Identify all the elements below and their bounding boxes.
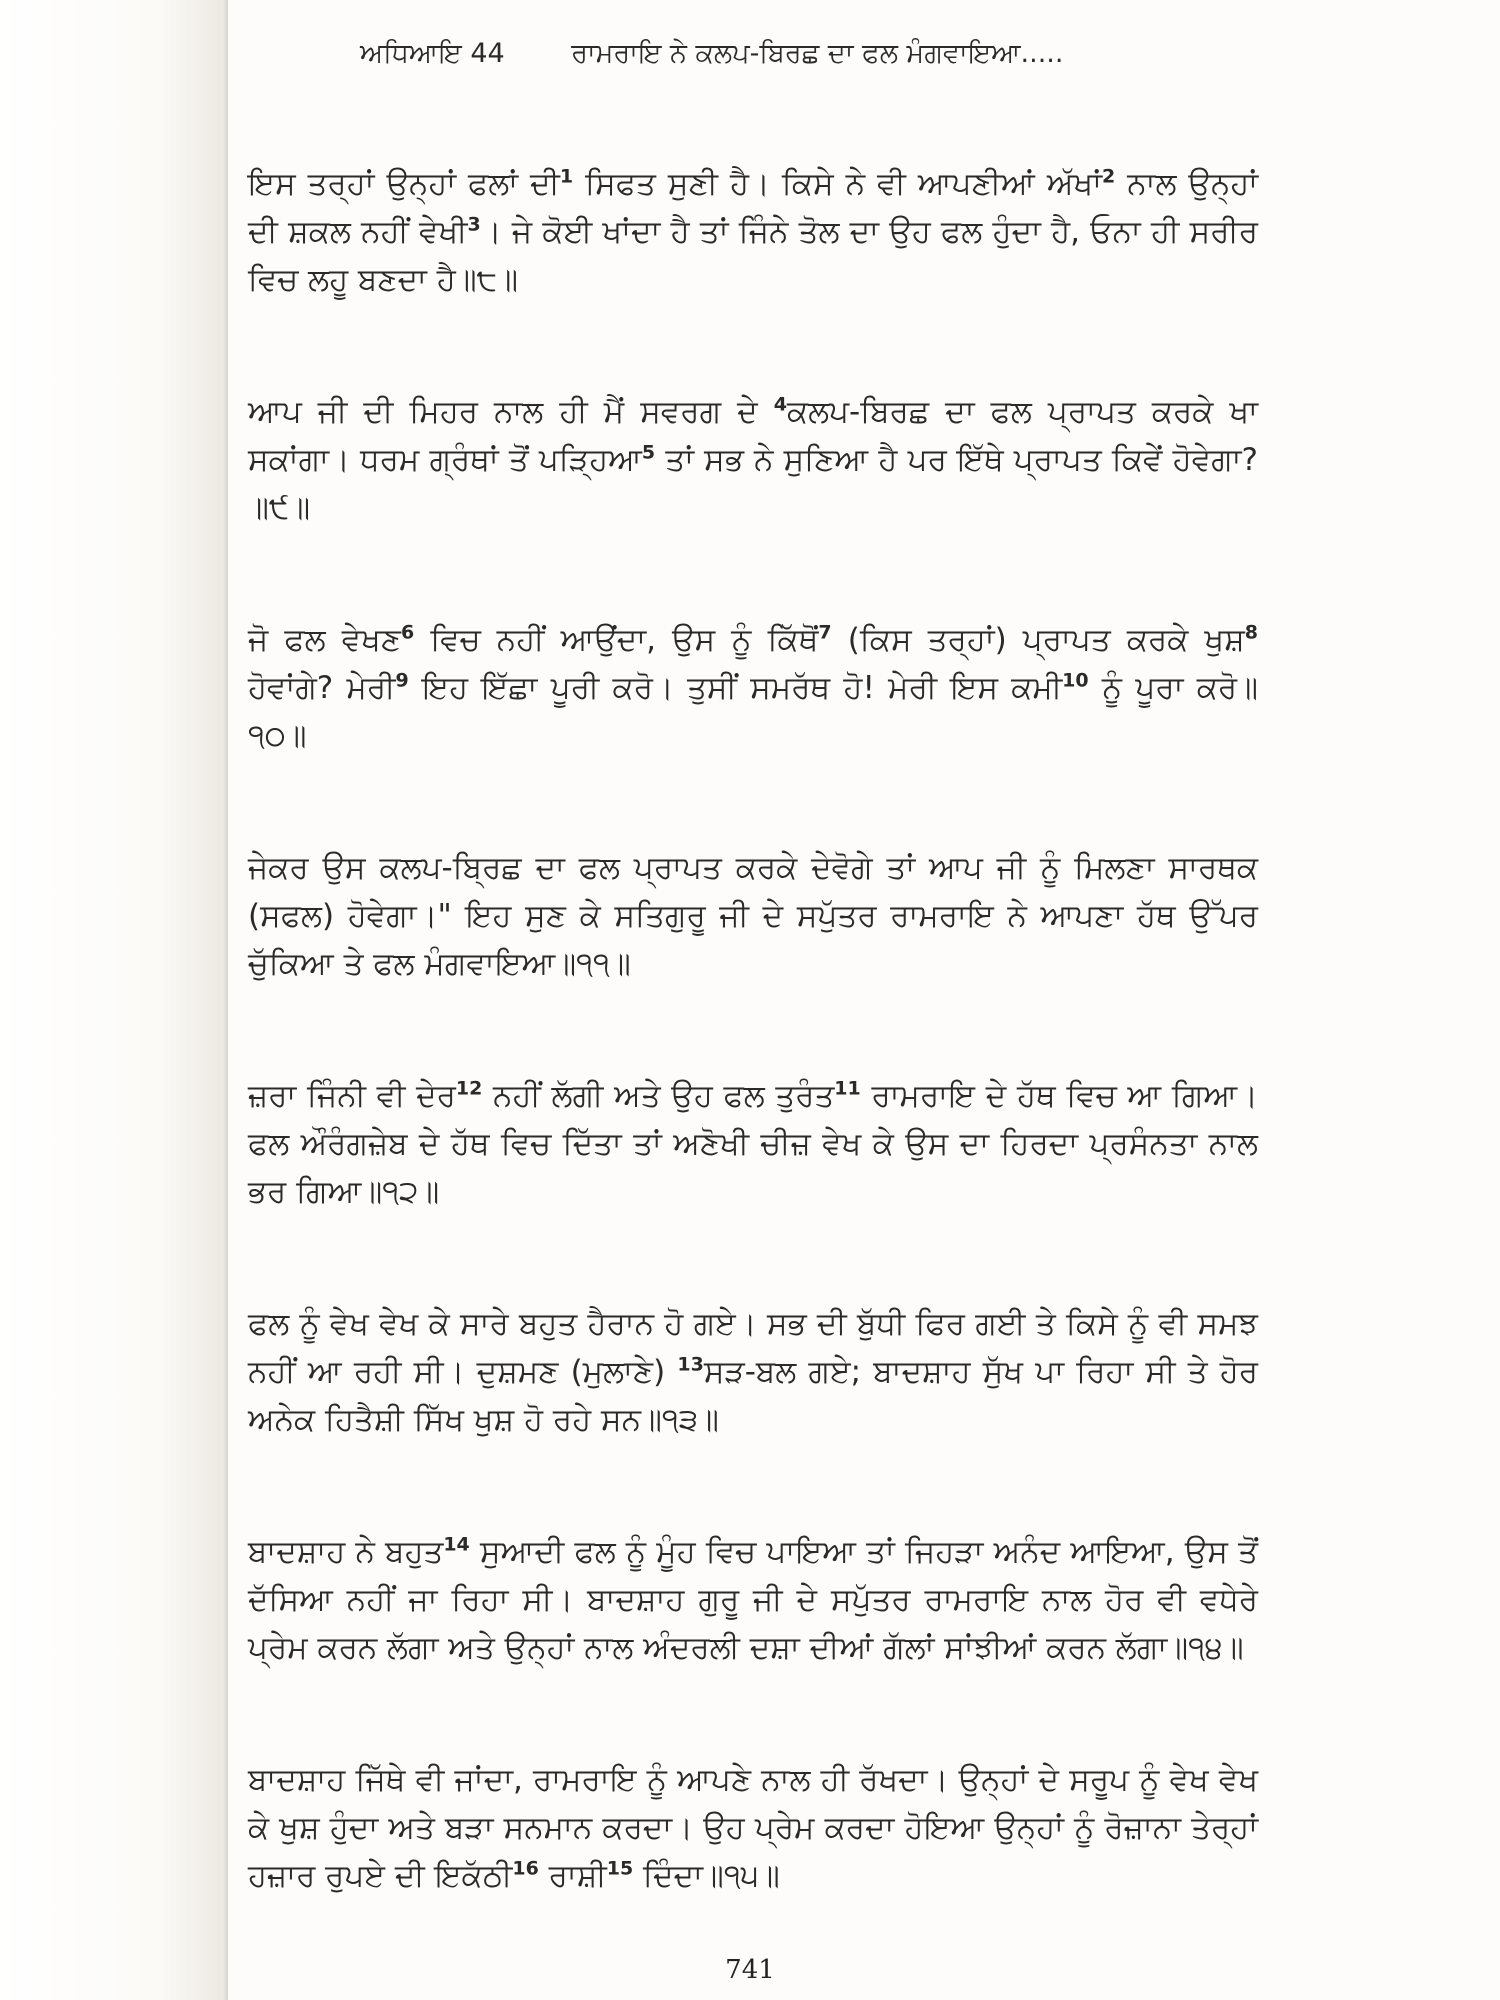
footnote-marker: 13 <box>677 1353 704 1376</box>
paragraph-text: ਸਿਫਤ ਸੁਣੀ ਹੈ। ਕਿਸੇ ਨੇ ਵੀ ਆਪਣੀਆਂ ਅੱਖਾਂ <box>573 166 1102 202</box>
page-body <box>248 160 1258 1900</box>
footnote-marker: 5 <box>641 441 656 464</box>
paragraph-text: ਕਲਪ-ਬਿਰਛ ਦਾ ਫਲ ਪ੍ਰਾਪਤ ਕਰਕੇ ਖਾ ਸਕਾਂਗਾ। ਧਰਮ ਗ੍ਰੰਥਾਂ ਤੋਂ ਪੜ੍ਹਿਆ <box>248 394 1258 478</box>
footnote-marker: 6 <box>400 621 415 644</box>
paragraph-text: (ਕਿਸ ਤਰ੍ਹਾਂ) ਪ੍ਰਾਪਤ ਕਰਕੇ ਖੁਸ਼ <box>831 622 1245 658</box>
paragraph-text: । ਜੇ ਕੋਈ ਖਾਂਦਾ ਹੈ ਤਾਂ ਜਿੰਨੇ ਤੋਲ ਦਾ ਉਹ ਫਲ ਹੁੰਦਾ ਹੈ, ਓਨਾ ਹੀ ਸਰੀਰ ਵਿਚ ਲਹੂ ਬਣਦਾ ਹੈ॥੮॥ <box>248 214 1258 298</box>
chapter-title: ਰਾਮਰਾਇ ਨੇ ਕਲਪ-ਬਿਰਛ ਦਾ ਫਲ ਮੰਗਵਾਇਆ..... <box>571 38 1064 69</box>
verse-paragraph <box>248 160 1258 304</box>
footnote-marker: 9 <box>395 669 409 692</box>
paragraph-text: ਇਹ ਇੱਛਾ ਪੂਰੀ ਕਰੋ। ਤੁਸੀਂ ਸਮਰੱਥ ਹੋ! ਮੇਰੀ ਇਸ ਕਮੀ <box>408 670 1063 706</box>
paragraph-text: ਰਾਮਰਾਇ ਦੇ ਹੱਥ ਵਿਚ ਆ ਗਿਆ। ਫਲ ਔਰੰਗਜ਼ੇਬ ਦੇ ਹੱਥ ਵਿਚ ਦਿੱਤਾ ਤਾਂ ਅਣੋਖੀ ਚੀਜ਼ ਵੇਖ ਕੇ ਉਸ ਦਾ ਹਿਰਦਾ ਪ੍ਰਸੰਨਤਾ ਨਾਲ ਭਰ ਗਿਆ॥੧੨॥ <box>248 1078 1258 1210</box>
paragraph-text: ਫਲ ਨੂੰ ਵੇਖ ਵੇਖ ਕੇ ਸਾਰੇ ਬਹੁਤ ਹੈਰਾਨ ਹੋ ਗਏ। ਸਭ ਦੀ ਬੁੱਧੀ ਫਿਰ ਗਈ ਤੇ ਕਿਸੇ ਨੂੰ ਵੀ ਸਮਝ ਨਹੀਂ ਆ ਰਹੀ ਸੀ। ਦੁਸ਼ਮਣ (ਮੁਲਾਣੇ) <box>248 1306 1258 1390</box>
paragraph-text: ਜੇਕਰ ਉਸ ਕਲਪ-ਬ੍ਰਿਛ ਦਾ ਫਲ ਪ੍ਰਾਪਤ ਕਰਕੇ ਦੇਵੋਗੇ ਤਾਂ ਆਪ ਜੀ ਨੂੰ ਮਿਲਣਾ ਸਾਰਥਕ (ਸਫਲ) ਹੋਵੇਗਾ।" ਇਹ ਸੁਣ ਕੇ ਸਤਿਗੁਰੂ ਜੀ ਦੇ ਸਪੁੱਤਰ ਰਾਮਰਾਇ ਨੇ ਆਪਣਾ ਹੱਥ ਉੱਪਰ ਚੁੱਕਿਆ ਤੇ ਫਲ ਮੰਗਵਾਇਆ॥੧੧॥ <box>248 850 1258 982</box>
chapter-label: ਅਧਿਆਇ 44 <box>360 38 505 69</box>
footnote-marker: 11 <box>834 1077 861 1100</box>
paragraph-text: ਨਾਲ ਉਨ੍ਹਾਂ ਦੀ ਸ਼ਕਲ ਨਹੀਂ ਵੇਖੀ <box>248 166 1258 250</box>
verse-paragraph <box>248 388 1258 532</box>
paragraph-text: ਨੂੰ ਪੂਰਾ ਕਰੋ॥੧੦॥ <box>248 670 1258 754</box>
paragraph-text: ਬਾਦਸ਼ਾਹ ਨੇ ਬਹੁਤ <box>248 1534 444 1570</box>
footnote-marker: 1 <box>559 165 574 188</box>
paragraph-text: ਸੁਆਦੀ ਫਲ ਨੂੰ ਮੂੰਹ ਵਿਚ ਪਾਇਆ ਤਾਂ ਜਿਹੜਾ ਅਨੰਦ ਆਇਆ, ਉਸ ਤੋਂ ਦੱਸਿਆ ਨਹੀਂ ਜਾ ਰਿਹਾ ਸੀ। ਬਾਦਸ਼ਾਹ ਗੁਰੂ ਜੀ ਦੇ ਸਪੁੱਤਰ ਰਾਮਰਾਇ ਨਾਲ ਹੋਰ ਵੀ ਵਧੇਰੇ ਪ੍ਰੇਮ ਕਰਨ ਲੱਗਾ ਅਤੇ ਉਨ੍ਹਾਂ ਨਾਲ ਅੰਦਰਲੀ ਦਸ਼ਾ ਦੀਆਂ ਗੱਲਾਂ ਸਾਂਝੀਆਂ ਕਰਨ ਲੱਗਾ॥੧੪॥ <box>248 1534 1258 1666</box>
footnote-marker: 3 <box>467 213 481 236</box>
footnote-marker: 14 <box>443 1533 470 1556</box>
paragraph-text: ਸੜ-ਬਲ ਗਏ; ਬਾਦਸ਼ਾਹ ਸੁੱਖ ਪਾ ਰਿਹਾ ਸੀ ਤੇ ਹੋਰ ਅਨੇਕ ਹਿਤੈਸ਼ੀ ਸਿੱਖ ਖੁਸ਼ ਹੋ ਰਹੇ ਸਨ॥੧੩॥ <box>248 1354 1258 1438</box>
footnote-marker: 16 <box>512 1857 539 1880</box>
running-header <box>360 38 1350 70</box>
paragraph-text: ਦਿੰਦਾ॥੧੫॥ <box>633 1858 780 1894</box>
footnote-marker: 2 <box>1101 165 1116 188</box>
footnote-marker: 8 <box>1244 621 1259 644</box>
footnote-marker: 7 <box>818 621 832 644</box>
verse-paragraph <box>248 1756 1258 1900</box>
paragraph-text: ਵਿਚ ਨਹੀਂ ਆਉਂਦਾ, ਉਸ ਨੂੰ ਕਿੱਥੋਂ <box>414 622 819 658</box>
paragraph-text: ਆਪ ਜੀ ਦੀ ਮਿਹਰ ਨਾਲ ਹੀ ਮੈਂ ਸਵਰਗ ਦੇ <box>248 394 774 430</box>
footnote-marker: 10 <box>1062 669 1089 692</box>
paragraph-text: ਹੋਵਾਂਗੇ? ਮੇਰੀ <box>248 670 396 706</box>
page-number: 741 <box>725 1955 775 1985</box>
verse-paragraph <box>248 844 1258 988</box>
paragraph-text: ਨਹੀਂ ਲੱਗੀ ਅਤੇ ਉਹ ਫਲ ਤੁਰੰਤ <box>482 1078 835 1114</box>
verse-paragraph <box>248 1528 1258 1672</box>
paragraph-text: ਇਸ ਤਰ੍ਹਾਂ ਉਨ੍ਹਾਂ ਫਲਾਂ ਦੀ <box>248 166 560 202</box>
footnote-marker: 15 <box>606 1857 634 1880</box>
paragraph-text: ਰਾਸ਼ੀ <box>538 1858 607 1894</box>
verse-paragraph <box>248 1072 1258 1216</box>
paragraph-text: ਬਾਦਸ਼ਾਹ ਜਿੱਥੇ ਵੀ ਜਾਂਦਾ, ਰਾਮਰਾਇ ਨੂੰ ਆਪਣੇ ਨਾਲ ਹੀ ਰੱਖਦਾ। ਉਨ੍ਹਾਂ ਦੇ ਸਰੂਪ ਨੂੰ ਵੇਖ ਵੇਖ ਕੇ ਖੁਸ਼ ਹੁੰਦਾ ਅਤੇ ਬੜਾ ਸਨਮਾਨ ਕਰਦਾ। ਉਹ ਪ੍ਰੇਮ ਕਰਦਾ ਹੋਇਆ ਉਨ੍ਹਾਂ ਨੂੰ ਰੋਜ਼ਾਨਾ ਤੇਰ੍ਹਾਂ ਹਜ਼ਾਰ ਰੁਪਏ ਦੀ ਇਕੱਠੀ <box>248 1762 1258 1894</box>
footnote-marker: 4 <box>773 393 787 416</box>
page-gutter-shadow <box>0 0 228 2000</box>
verse-paragraph <box>248 616 1258 760</box>
verse-paragraph <box>248 1300 1258 1444</box>
paragraph-text: ਜ਼ਰਾ ਜਿੰਨੀ ਵੀ ਦੇਰ <box>248 1078 456 1114</box>
footnote-marker: 12 <box>455 1077 483 1100</box>
paragraph-text: ਜੋ ਫਲ ਵੇਖਣ <box>248 622 401 658</box>
paragraph-text: ਤਾਂ ਸਭ ਨੇ ਸੁਣਿਆ ਹੈ ਪਰ ਇੱਥੇ ਪ੍ਰਾਪਤ ਕਿਵੇਂ ਹੋਵੇਗਾ? ॥੯॥ <box>248 442 1258 526</box>
